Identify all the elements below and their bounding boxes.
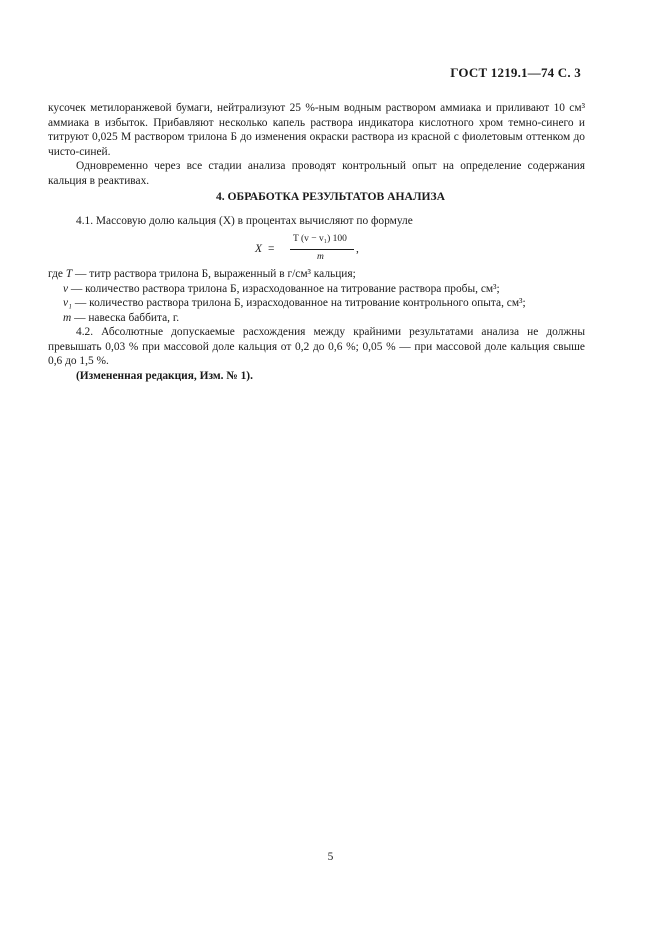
- paragraph-4-1: 4.1. Массовую долю кальция (X) в процентах вычисляют по формуле: [76, 215, 413, 227]
- definition-text: — титр раствора трилона Б, выраженный в г/см³ кальция;: [72, 268, 356, 280]
- definitions-list: [48, 267, 585, 325]
- text-block-intro: [48, 101, 585, 189]
- definition-symbol: m: [63, 311, 72, 324]
- text-block-4-1: [48, 214, 585, 229]
- definition-text: — навеска баббита, г.: [71, 311, 180, 324]
- formula-numerator: T (v − v₁) 100: [293, 234, 347, 244]
- formula-lhs: X: [255, 243, 262, 255]
- definition-symbol: v₁: [63, 297, 73, 310]
- formula: [255, 234, 375, 268]
- definition-v: [48, 282, 585, 297]
- text-block-4-2: [48, 325, 585, 383]
- formula-denominator: m: [317, 252, 324, 262]
- definition-symbol: T: [65, 268, 73, 280]
- definition-prefix: где: [48, 268, 66, 280]
- page-number: 5: [327, 851, 334, 863]
- definition-m: [48, 311, 585, 326]
- amendment-note: (Измененная редакция, Изм. № 1).: [76, 369, 253, 382]
- paragraph-control-experiment: Одновременно через все стадии анализа проводят контрольный опыт на определение содержания кальция в реактивах.: [48, 160, 585, 187]
- definition-T: [48, 267, 585, 282]
- paragraph-titration: кусочек метилоранжевой бумаги, нейтрализуют 25 %-ным водным раствором аммиака и приливают 10 см³ аммиака в избыток. Прибавляют несколько капель раствора индикатора кислотного хром темно-синего и титруют 0,025 М раствором трилона Б до изменения окраски раствора из красной с фиолетовым оттенком до чисто-синей.: [48, 102, 585, 158]
- fraction-bar: [290, 249, 354, 250]
- definition-symbol: v: [63, 282, 69, 295]
- section-title: 4. ОБРАБОТКА РЕЗУЛЬТАТОВ АНАЛИЗА: [215, 190, 446, 203]
- definition-text: — количество раствора трилона Б, израсходованное на титрование контрольного опыта, см³;: [72, 297, 526, 310]
- definition-v1: [48, 296, 585, 311]
- formula-comma: ,: [356, 243, 359, 255]
- formula-equals: =: [268, 243, 275, 255]
- definition-text: — количество раствора трилона Б, израсходованное на титрование раствора пробы, см³;: [68, 282, 500, 295]
- paragraph-4-2: 4.2. Абсолютные допускаемые расхождения между крайними результатами анализа не должны превышать 0,03 % при массовой доле кальция от 0,2 до 0,6 %; 0,05 % — при массовой доле кальция свыше 0,6 до 1,5 %.: [48, 326, 585, 368]
- page-header: ГОСТ 1219.1—74 С. 3: [450, 65, 581, 80]
